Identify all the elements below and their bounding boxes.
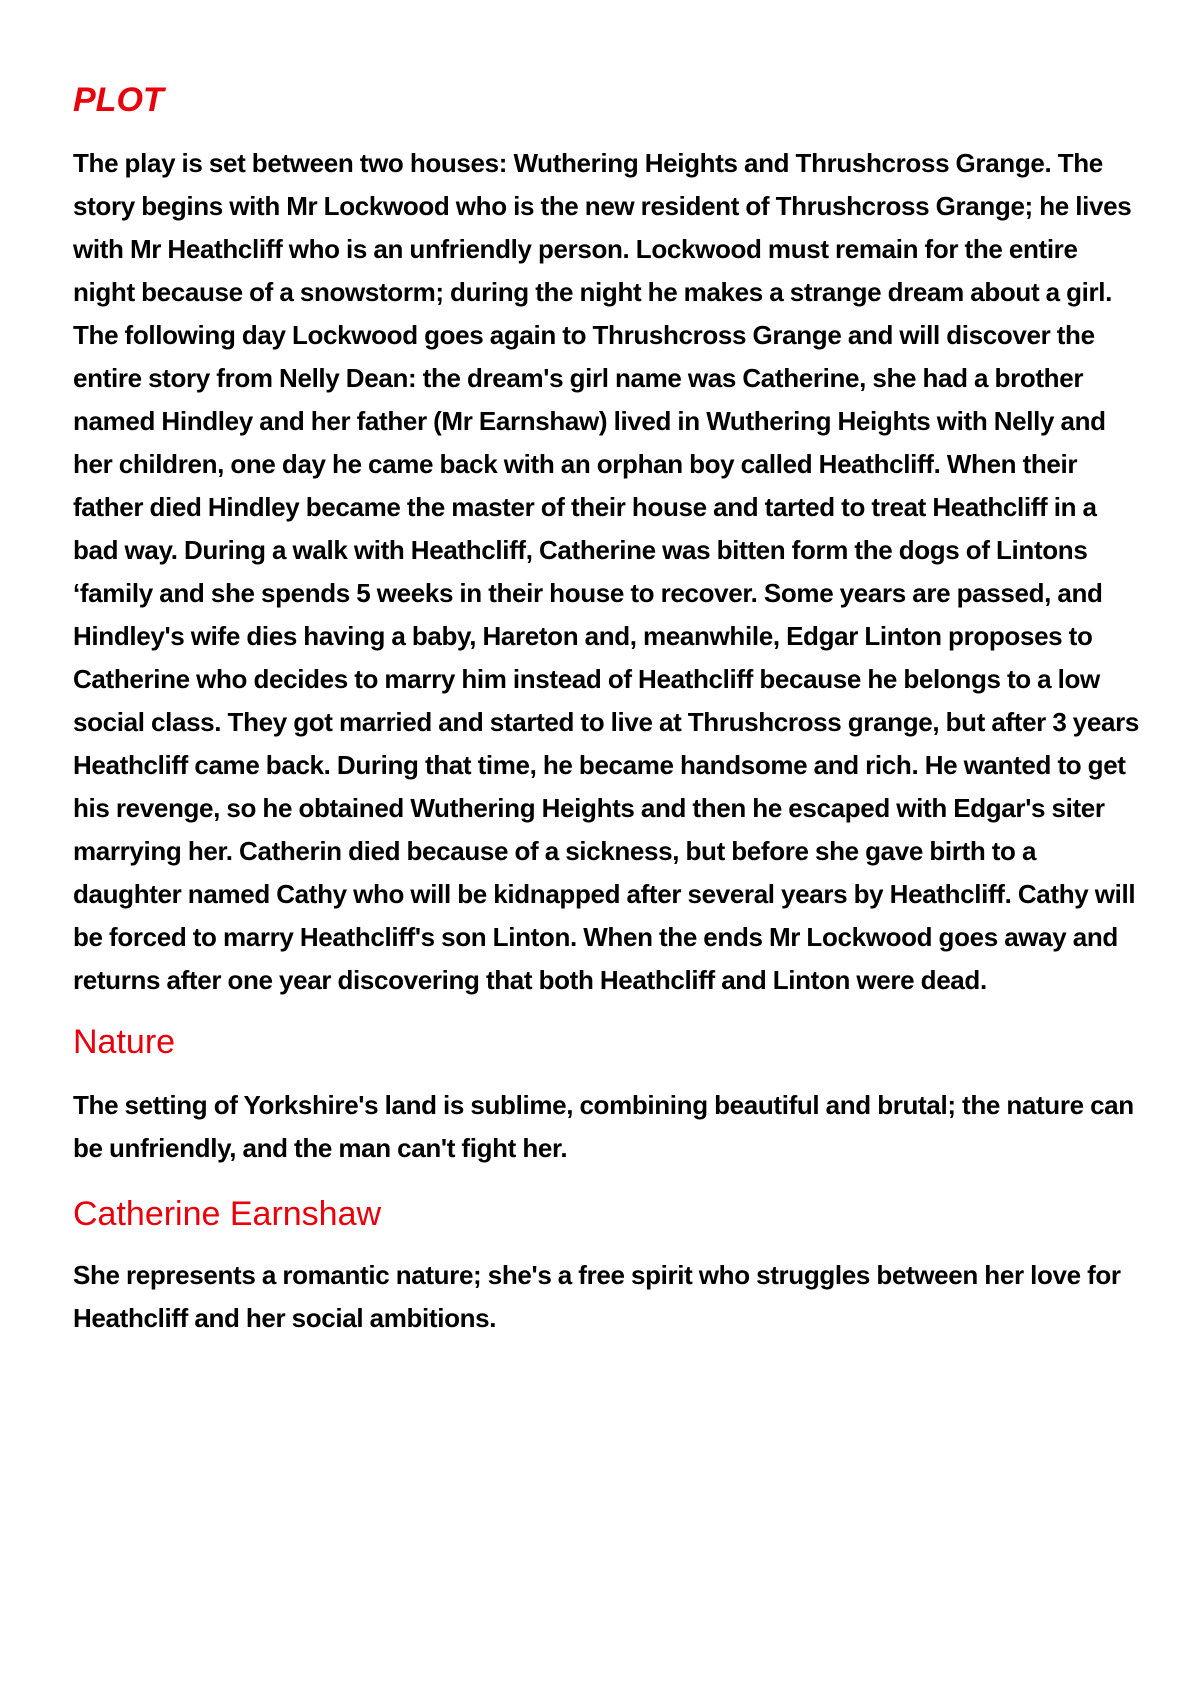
paragraph-catherine-earnshaw: She represents a romantic nature; she's a free spirit who struggles between her love for Heathcliff and her social ambitions. <box>73 1260 1121 1333</box>
heading-plot: PLOT <box>73 81 164 119</box>
paragraph-nature: The setting of Yorkshire's land is sublime, combining beautiful and brutal; the nature can be unfriendly, and the man can't fight her. <box>73 1090 1134 1163</box>
section-catherine-earnshaw <box>73 1188 1140 1340</box>
section-plot <box>73 74 1140 1002</box>
heading-catherine-earnshaw: Catherine Earnshaw <box>73 1195 382 1233</box>
section-nature <box>73 1016 1140 1170</box>
heading-nature: Nature <box>73 1023 176 1061</box>
paragraph-plot: The play is set between two houses: Wuthering Heights and Thrushcross Grange. The story begins with Mr Lockwood who is the new resident of Thrushcross Grange; he lives with Mr Heathcliff who is an unfriendly person. Lockwood must remain for the entire night because of a snowstorm; during the night he makes a strange dream about a girl. The following day Lockwood goes again to Thrushcross Grange and will discover the entire story from Nelly Dean: the dream's girl name was Catherine, she had a brother named Hindley and her father (Mr Earnshaw) lived in Wuthering Heights with Nelly and her children, one day he came back with an orphan boy called Heathcliff. When their father died Hindley became the master of their house and tarted to treat Heathcliff in a bad way. During a walk with Heathcliff, Catherine was bitten form the dogs of Lintons ‘family and she spends 5 weeks in their house to recover. Some years are passed, and Hindley's wife dies having a baby, Hareton and, meanwhile, Edgar Linton proposes to Catherine who decides to marry him instead of Heathcliff because he belongs to a low social class. They got married and started to live at Thrushcross grange, but after 3 years Heathcliff came back. During that time, he became handsome and rich. He wanted to get his revenge, so he obtained Wuthering Heights and then he escaped with Edgar's siter marrying her. Catherin died because of a sickness, but before she gave birth to a daughter named Cathy who will be kidnapped after several years by Heathcliff. Cathy will be forced to marry Heathcliff's son Linton. When the ends Mr Lockwood goes away and returns after one year discovering that both Heathcliff and Linton were dead. <box>73 148 1140 995</box>
